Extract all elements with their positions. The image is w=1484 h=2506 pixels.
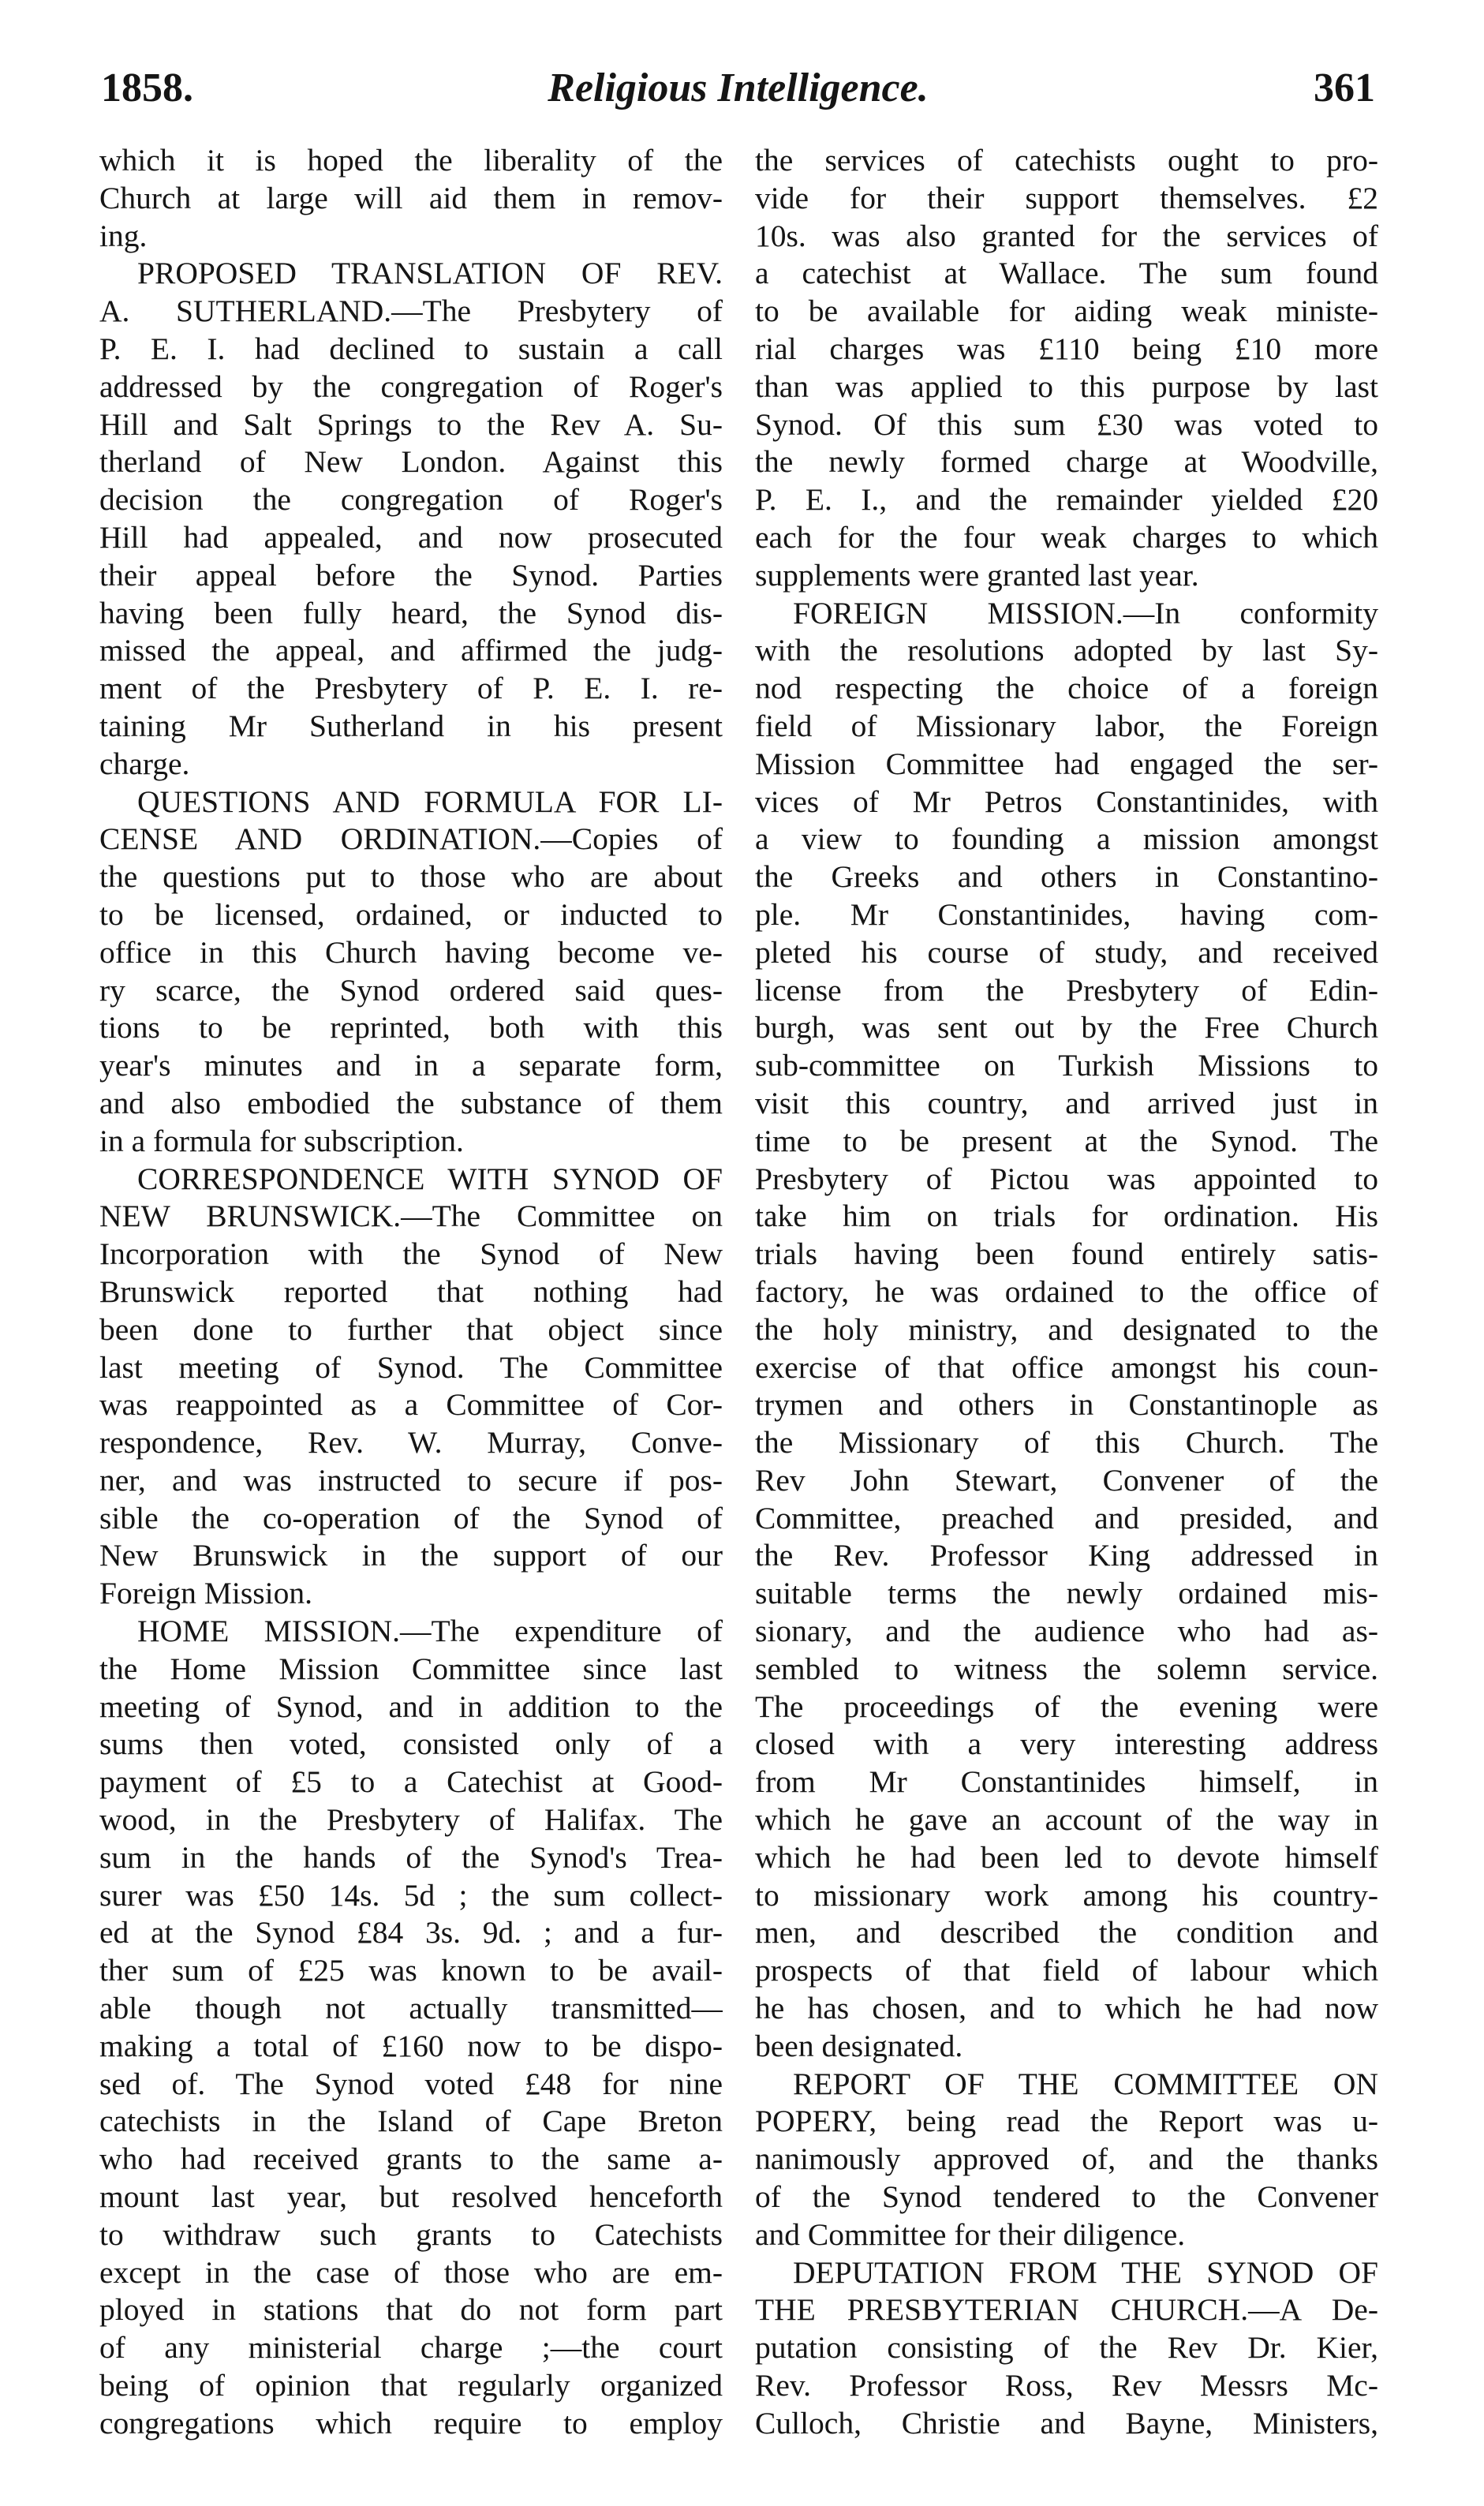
left-column-line: ner, and was instructed to secure if pos- bbox=[99, 1462, 723, 1498]
left-column-line: been done to further that object since bbox=[99, 1311, 723, 1347]
right-column-line: than was applied to this purpose by last bbox=[755, 368, 1378, 404]
left-column-line: A. SUTHERLAND.—The Presbytery of bbox=[99, 294, 723, 329]
left-column-line: P. E. I. had declined to sustain a call bbox=[99, 331, 723, 366]
right-column-line: with the resolutions adopted by last Sy- bbox=[755, 633, 1378, 668]
left-column-line: office in this Church having become ve- bbox=[99, 934, 723, 970]
left-column-line: except in the case of those who are em- bbox=[99, 2254, 723, 2290]
left-column-line: taining Mr Sutherland in his present bbox=[99, 708, 723, 743]
right-column-line: field of Missionary labor, the Foreign bbox=[755, 708, 1378, 743]
right-column-line: suitable terms the newly ordained mis- bbox=[755, 1576, 1378, 1611]
right-column-line: visit this country, and arrived just in bbox=[755, 1085, 1378, 1120]
right-column-line: sionary, and the audience who had as- bbox=[755, 1614, 1378, 1649]
left-column-line: the Home Mission Committee since last bbox=[99, 1651, 723, 1686]
right-column-line: sub-committee on Turkish Missions to bbox=[755, 1048, 1378, 1083]
left-column-line: surer was £50 14s. 5d ; the sum collect- bbox=[99, 1877, 723, 1913]
right-column-line: burgh, was sent out by the Free Church bbox=[755, 1010, 1378, 1045]
right-column-line: Synod. Of this sum £30 was voted to bbox=[755, 406, 1378, 442]
right-column-line: sembled to witness the solemn service. bbox=[755, 1651, 1378, 1686]
right-column-line: a view to founding a mission amongst bbox=[755, 821, 1378, 857]
page-year: 1858. bbox=[101, 65, 193, 110]
left-column-line: able though not actually transmitted— bbox=[99, 1991, 723, 2026]
right-column-line: time to be present at the Synod. The bbox=[755, 1123, 1378, 1158]
left-column-line: missed the appeal, and affirmed the judg- bbox=[99, 633, 723, 668]
left-column-line: NEW BRUNSWICK.—The Committee on bbox=[99, 1199, 723, 1234]
right-column-line: been designated. bbox=[755, 2028, 963, 2063]
right-column-line: to missionary work among his country- bbox=[755, 1877, 1378, 1913]
right-column-line: the Rev. Professor King addressed in bbox=[755, 1538, 1378, 1573]
left-column-line: wood, in the Presbytery of Halifax. The bbox=[99, 1802, 723, 1838]
left-column bbox=[99, 142, 723, 2470]
left-column-line: meeting of Synod, and in addition to the bbox=[99, 1689, 723, 1724]
left-column-line: sed of. The Synod voted £48 for nine bbox=[99, 2066, 723, 2101]
right-column-line: vide for their support themselves. £2 bbox=[755, 180, 1378, 215]
left-column-line: having been fully heard, the Synod dis- bbox=[99, 595, 723, 630]
left-column-line: tions to be reprinted, both with this bbox=[99, 1010, 723, 1045]
right-column-line: Rev John Stewart, Convener of the bbox=[755, 1462, 1378, 1498]
left-column-line: who had received grants to the same a- bbox=[99, 2141, 723, 2177]
left-column-line: Incorporation with the Synod of New bbox=[99, 1236, 723, 1272]
right-column-line: putation consisting of the Rev Dr. Kier, bbox=[755, 2330, 1378, 2366]
right-column-line: the newly formed charge at Woodville, bbox=[755, 444, 1378, 480]
right-column-line: POPERY, being read the Report was u- bbox=[755, 2104, 1378, 2139]
left-column-line: ployed in stations that do not form part bbox=[99, 2292, 723, 2328]
right-column-line: nanimously approved of, and the thanks bbox=[755, 2141, 1378, 2177]
left-column-line: addressed by the congregation of Roger's bbox=[99, 368, 723, 404]
right-column-line: closed with a very interesting address bbox=[755, 1726, 1378, 1762]
page-title: Religious Intelligence. bbox=[548, 65, 929, 110]
left-column-line: in a formula for subscription. bbox=[99, 1123, 464, 1158]
left-column-line: HOME MISSION.—The expenditure of bbox=[137, 1614, 723, 1649]
right-column-line: rial charges was £110 being £10 more bbox=[755, 331, 1378, 366]
left-column-line: Hill had appealed, and now prosecuted bbox=[99, 519, 723, 555]
left-column-line: the questions put to those who are about bbox=[99, 859, 723, 895]
right-column-line: The proceedings of the evening were bbox=[755, 1689, 1378, 1724]
left-column-line: Foreign Mission. bbox=[99, 1576, 312, 1611]
right-column-line: the Missionary of this Church. The bbox=[755, 1425, 1378, 1461]
right-column-line: ple. Mr Constantinides, having com- bbox=[755, 896, 1378, 932]
right-column bbox=[755, 142, 1378, 2470]
right-column-line: take him on trials for ordination. His bbox=[755, 1199, 1378, 1234]
right-column-line: he has chosen, and to which he had now bbox=[755, 1991, 1378, 2026]
left-column-line: QUESTIONS AND FORMULA FOR LI- bbox=[137, 784, 723, 819]
right-column-line: trymen and others in Constantinople as bbox=[755, 1387, 1378, 1423]
left-column-line: payment of £5 to a Catechist at Good- bbox=[99, 1764, 723, 1800]
left-column-line: to withdraw such grants to Catechists bbox=[99, 2216, 723, 2252]
left-column-line: Hill and Salt Springs to the Rev A. Su- bbox=[99, 406, 723, 442]
left-column-line: being of opinion that regularly organized bbox=[99, 2368, 723, 2403]
left-column-line: decision the congregation of Roger's bbox=[99, 482, 723, 518]
left-column-line: making a total of £160 now to be dispo- bbox=[99, 2028, 723, 2063]
right-column-line: which he gave an account of the way in bbox=[755, 1802, 1378, 1838]
right-column-line: vices of Mr Petros Constantinides, with bbox=[755, 784, 1378, 819]
left-column-line: PROPOSED TRANSLATION OF REV. bbox=[137, 256, 723, 291]
left-column-line: charge. bbox=[99, 746, 190, 781]
right-column-line: and Committee for their diligence. bbox=[755, 2216, 1186, 2252]
right-column-line: a catechist at Wallace. The sum found bbox=[755, 256, 1378, 291]
right-column-line: the services of catechists ought to pro- bbox=[755, 143, 1378, 178]
right-column-line: supplements were granted last year. bbox=[755, 557, 1199, 593]
right-column-line: the Greeks and others in Constantino- bbox=[755, 859, 1378, 895]
right-column-line: factory, he was ordained to the office of bbox=[755, 1274, 1378, 1309]
page-number: 361 bbox=[1314, 65, 1375, 110]
left-column-line: mount last year, but resolved henceforth bbox=[99, 2179, 723, 2215]
left-column-line: sums then voted, consisted only of a bbox=[99, 1726, 723, 1762]
left-column-line: CORRESPONDENCE WITH SYNOD OF bbox=[137, 1161, 723, 1196]
right-column-line: each for the four weak charges to which bbox=[755, 519, 1378, 555]
right-column-line: license from the Presbytery of Edin- bbox=[755, 972, 1378, 1008]
left-column-line: sible the co-operation of the Synod of bbox=[99, 1500, 723, 1535]
left-column-line: ed at the Synod £84 3s. 9d. ; and a fur- bbox=[99, 1915, 723, 1951]
running-head bbox=[101, 62, 1375, 128]
left-column-line: sum in the hands of the Synod's Trea- bbox=[99, 1839, 723, 1875]
left-column-line: New Brunswick in the support of our bbox=[99, 1538, 723, 1573]
left-column-line: ment of the Presbytery of P. E. I. re- bbox=[99, 671, 723, 706]
right-column-line: to be available for aiding weak ministe- bbox=[755, 294, 1378, 329]
right-column-line: Presbytery of Pictou was appointed to bbox=[755, 1161, 1378, 1196]
left-column-line: Brunswick reported that nothing had bbox=[99, 1274, 723, 1309]
left-column-line: congregations which require to employ bbox=[99, 2405, 723, 2441]
right-column-line: 10s. was also granted for the services of bbox=[755, 218, 1378, 253]
right-column-line: exercise of that office amongst his coun- bbox=[755, 1349, 1378, 1385]
right-column-line: P. E. I., and the remainder yielded £20 bbox=[755, 482, 1378, 518]
left-column-line: to be licensed, ordained, or inducted to bbox=[99, 896, 723, 932]
right-column-line: Rev. Professor Ross, Rev Messrs Mc- bbox=[755, 2368, 1378, 2403]
right-column-line: which he had been led to devote himself bbox=[755, 1839, 1378, 1875]
right-column-line: FOREIGN MISSION.—In conformity bbox=[793, 595, 1378, 630]
right-column-line: Culloch, Christie and Bayne, Ministers, bbox=[755, 2405, 1378, 2441]
right-column-line: Mission Committee had engaged the ser- bbox=[755, 746, 1378, 781]
left-column-line: and also embodied the substance of them bbox=[99, 1085, 723, 1120]
left-column-line: ing. bbox=[99, 218, 148, 253]
right-column-line: REPORT OF THE COMMITTEE ON bbox=[793, 2066, 1378, 2101]
right-column-line: prospects of that field of labour which bbox=[755, 1953, 1378, 1988]
right-column-line: men, and described the condition and bbox=[755, 1915, 1378, 1951]
right-column-line: THE PRESBYTERIAN CHURCH.—A De- bbox=[755, 2292, 1378, 2328]
right-column-line: trials having been found entirely satis- bbox=[755, 1236, 1378, 1272]
left-column-line: was reappointed as a Committee of Cor- bbox=[99, 1387, 723, 1423]
right-column-line: Committee, preached and presided, and bbox=[755, 1500, 1378, 1535]
left-column-line: ther sum of £25 was known to be avail- bbox=[99, 1953, 723, 1988]
left-column-line: ry scarce, the Synod ordered said ques- bbox=[99, 972, 723, 1008]
left-column-line: CENSE AND ORDINATION.—Copies of bbox=[99, 821, 723, 857]
left-column-line: of any ministerial charge ;—the court bbox=[99, 2330, 723, 2366]
left-column-line: respondence, Rev. W. Murray, Conve- bbox=[99, 1425, 723, 1461]
left-column-line: last meeting of Synod. The Committee bbox=[99, 1349, 723, 1385]
right-column-line: of the Synod tendered to the Convener bbox=[755, 2179, 1378, 2215]
left-column-line: year's minutes and in a separate form, bbox=[99, 1048, 723, 1083]
right-column-line: the holy ministry, and designated to the bbox=[755, 1311, 1378, 1347]
left-column-line: catechists in the Island of Cape Breton bbox=[99, 2104, 723, 2139]
right-column-line: nod respecting the choice of a foreign bbox=[755, 671, 1378, 706]
left-column-line: therland of New London. Against this bbox=[99, 444, 723, 480]
right-column-line: from Mr Constantinides himself, in bbox=[755, 1764, 1378, 1800]
left-column-line: Church at large will aid them in remov- bbox=[99, 180, 723, 215]
left-column-line: which it is hoped the liberality of the bbox=[99, 143, 723, 178]
right-column-line: pleted his course of study, and received bbox=[755, 934, 1378, 970]
right-column-line: DEPUTATION FROM THE SYNOD OF bbox=[793, 2254, 1378, 2290]
left-column-line: their appeal before the Synod. Parties bbox=[99, 557, 723, 593]
